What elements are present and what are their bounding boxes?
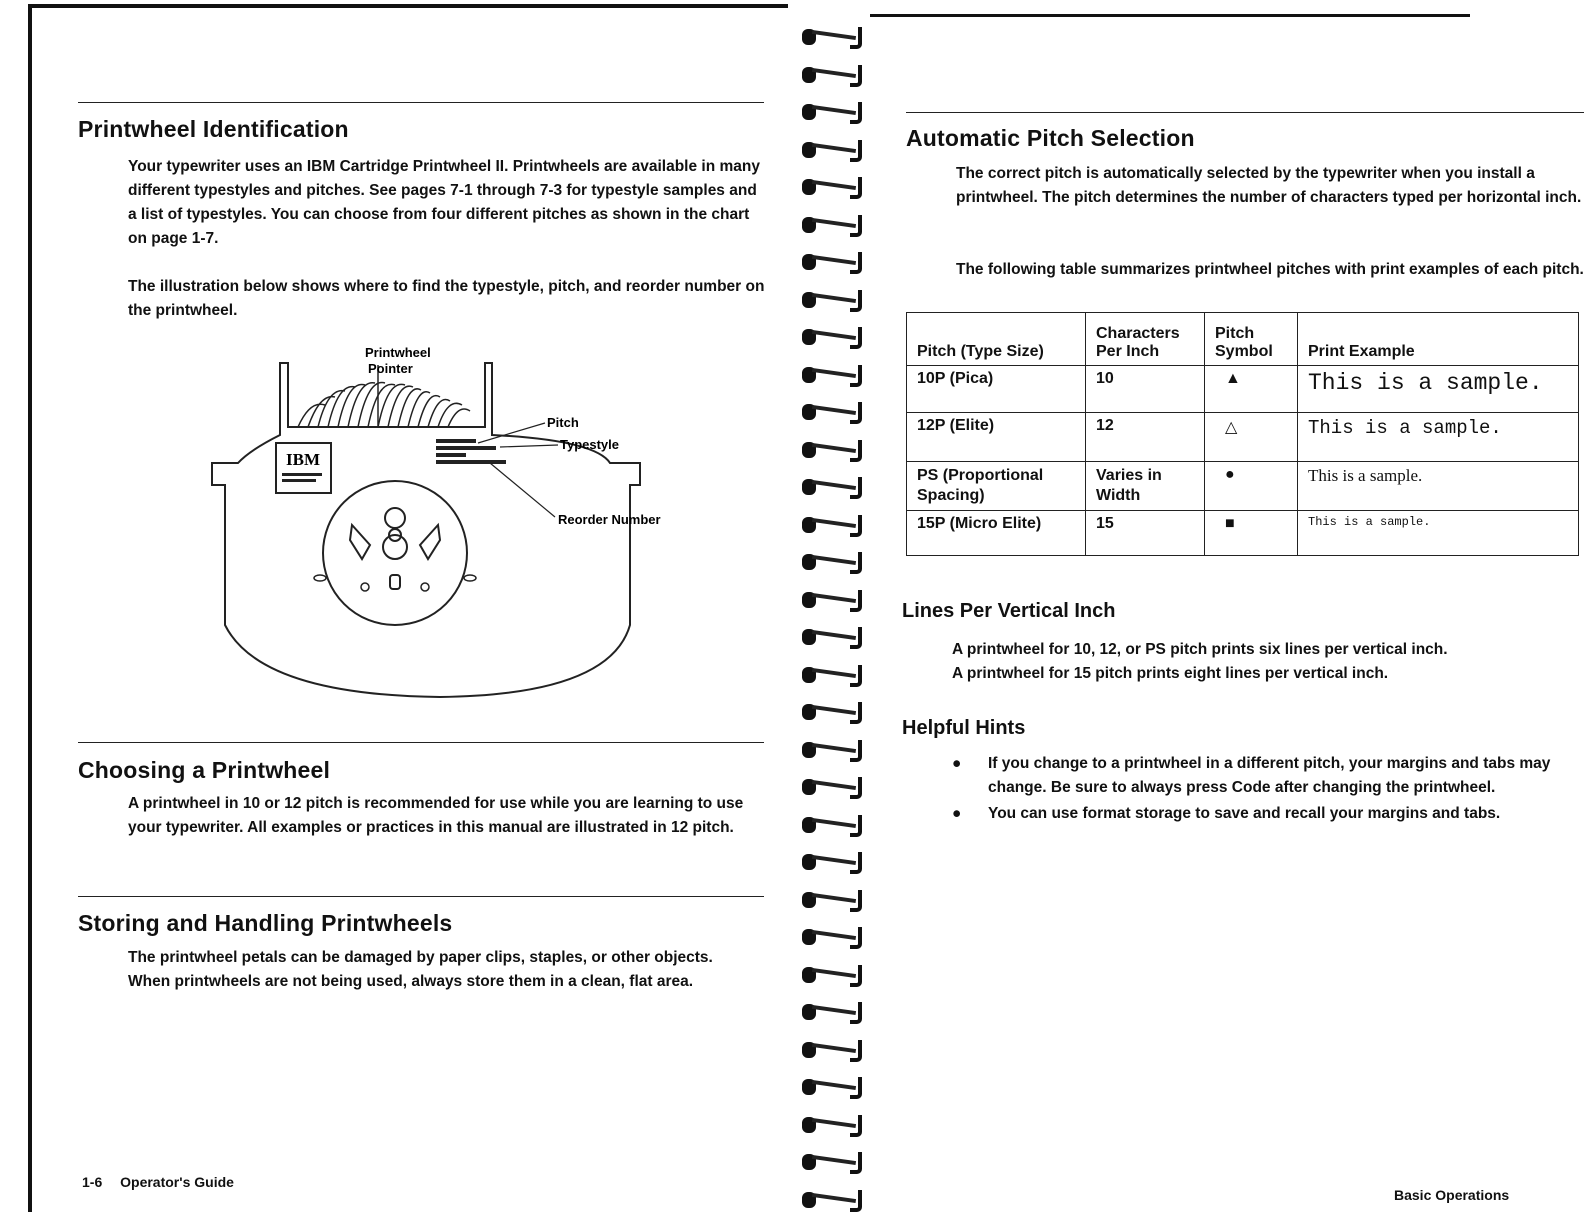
left-page xyxy=(0,0,790,1224)
spiral-coil xyxy=(798,1035,860,1065)
spiral-coil xyxy=(798,772,860,802)
column-header: Print Example xyxy=(1298,313,1579,366)
spiral-coil xyxy=(798,322,860,352)
paragraph: Your typewriter uses an IBM Cartridge Printwheel II. Printwheels are available in many different typestyles and pitches. See pages 7-1 through 7-3 for typestyle samples and a list of typestyles. You can choose from four different pitches as shown in the chart on page 1-7. xyxy=(128,158,760,247)
table-row xyxy=(907,366,1579,413)
section-rule xyxy=(78,742,764,743)
paragraph: The correct pitch is automatically selected by the typewriter when you install a printwheel. The pitch determines the number of characters typed per horizontal inch. xyxy=(956,165,1582,206)
top-edge-shadow xyxy=(28,4,788,8)
table-row xyxy=(907,413,1579,462)
spiral-coil xyxy=(798,472,860,502)
section-rule xyxy=(78,102,764,103)
spiral-coil xyxy=(798,960,860,990)
column-header: Pitch (Type Size) xyxy=(907,313,1086,366)
table-row xyxy=(907,511,1579,556)
table-cell: Varies in Width xyxy=(1086,462,1205,511)
label-printwheel: Printwheel xyxy=(365,345,431,360)
section-rule xyxy=(906,112,1584,113)
pitch-symbol: ▲ xyxy=(1205,366,1298,413)
spiral-coil xyxy=(798,547,860,577)
paragraph: A printwheel in 10 or 12 pitch is recommended for use while you are learning to use your typewriter. All examples or practices in this manual are illustrated in 12 pitch. xyxy=(128,795,744,836)
spiral-coil xyxy=(798,1072,860,1102)
pitch-symbol: △ xyxy=(1205,413,1298,462)
table-cell: 12P (Elite) xyxy=(907,413,1086,462)
spiral-binding xyxy=(790,0,870,1224)
spiral-coil xyxy=(798,360,860,390)
spiral-coil xyxy=(798,60,860,90)
section-rule xyxy=(78,896,764,897)
list-item-text: If you change to a printwheel in a different pitch, your margins and tabs may change. Be sure to always press Code after changing the printwheel. xyxy=(988,755,1551,796)
bullet-icon: ● xyxy=(952,805,962,822)
spiral-coil xyxy=(798,735,860,765)
printwheel-illustration xyxy=(200,335,700,705)
pitch-table xyxy=(906,312,1579,556)
spiral-coil xyxy=(798,285,860,315)
paragraph: The illustration below shows where to find the typestyle, pitch, and reorder number on the printwheel. xyxy=(128,278,765,319)
spiral-coil xyxy=(798,172,860,202)
footer-left xyxy=(82,1174,234,1190)
spiral-coil xyxy=(798,847,860,877)
spiral-coil xyxy=(798,585,860,615)
column-header: Pitch Symbol xyxy=(1205,313,1298,366)
spiral-coil xyxy=(798,397,860,427)
spiral-coil xyxy=(798,922,860,952)
hints-list xyxy=(952,752,1572,828)
spiral-coil xyxy=(798,997,860,1027)
section-heading-helpful-hints: Helpful Hints xyxy=(902,717,1026,739)
table-cell: 10P (Pica) xyxy=(907,366,1086,413)
spiral-coil xyxy=(798,622,860,652)
print-example: This is a sample. xyxy=(1298,413,1579,462)
section-heading-choosing-printwheel: Choosing a Printwheel xyxy=(78,757,331,783)
label-typestyle: Typestyle xyxy=(560,437,620,452)
table-cell: PS (Proportional Spacing) xyxy=(907,462,1086,511)
list-item xyxy=(952,752,1572,800)
label-pointer: Pointer xyxy=(368,361,413,376)
bullet-icon: ● xyxy=(952,755,962,772)
spiral-coil xyxy=(798,885,860,915)
label-reorder-number: Reorder Number xyxy=(558,512,661,527)
right-page xyxy=(870,0,1584,1224)
footer-right: Basic Operations xyxy=(1394,1187,1510,1203)
table-cell: 10 xyxy=(1086,366,1205,413)
table-row xyxy=(907,462,1579,511)
spiral-coil xyxy=(798,510,860,540)
section-heading-automatic-pitch: Automatic Pitch Selection xyxy=(906,125,1195,151)
pitch-symbol: ● xyxy=(1205,462,1298,511)
print-example: This is a sample. xyxy=(1298,462,1579,511)
list-item-text: You can use format storage to save and recall your margins and tabs. xyxy=(988,805,1501,822)
pitch-symbol: ■ xyxy=(1205,511,1298,556)
column-header: Characters Per Inch xyxy=(1086,313,1205,366)
print-example: This is a sample. xyxy=(1298,366,1579,413)
list-item xyxy=(952,802,1572,826)
print-example: This is a sample. xyxy=(1298,511,1579,556)
spiral-coil xyxy=(798,1185,860,1215)
section-heading-lines-per-inch: Lines Per Vertical Inch xyxy=(902,600,1116,622)
spiral-coil xyxy=(798,435,860,465)
spiral-coil xyxy=(798,697,860,727)
spiral-coil xyxy=(798,660,860,690)
spiral-coil xyxy=(798,135,860,165)
spiral-coil xyxy=(798,247,860,277)
top-edge-shadow xyxy=(870,14,1470,17)
spiral-coil xyxy=(798,1110,860,1140)
table-cell: 12 xyxy=(1086,413,1205,462)
table-cell: 15P (Micro Elite) xyxy=(907,511,1086,556)
paragraph: The following table summarizes printwheel pitches with print examples of each pitch. xyxy=(956,261,1584,278)
table-cell: 15 xyxy=(1086,511,1205,556)
spiral-coil xyxy=(798,1147,860,1177)
footer-title: Operator's Guide xyxy=(120,1174,234,1190)
table-header-row xyxy=(907,313,1579,366)
label-pitch: Pitch xyxy=(547,415,579,430)
spiral-coil xyxy=(798,97,860,127)
paragraph: The printwheel petals can be damaged by paper clips, staples, or other objects. When printwheels are not being used, always store them in a clean, flat area. xyxy=(128,949,713,990)
spiral-coil xyxy=(798,810,860,840)
page-number: 1-6 xyxy=(82,1174,103,1190)
paragraph: A printwheel for 15 pitch prints eight lines per vertical inch. xyxy=(952,665,1389,682)
spiral-coil xyxy=(798,210,860,240)
paragraph: A printwheel for 10, 12, or PS pitch prints six lines per vertical inch. xyxy=(952,641,1448,658)
section-heading-storing-printwheels: Storing and Handling Printwheels xyxy=(78,910,453,936)
spiral-coil xyxy=(798,22,860,52)
left-edge-shadow xyxy=(28,6,32,1212)
ibm-logo: IBM xyxy=(286,450,320,469)
section-heading-printwheel-identification: Printwheel Identification xyxy=(78,116,349,142)
